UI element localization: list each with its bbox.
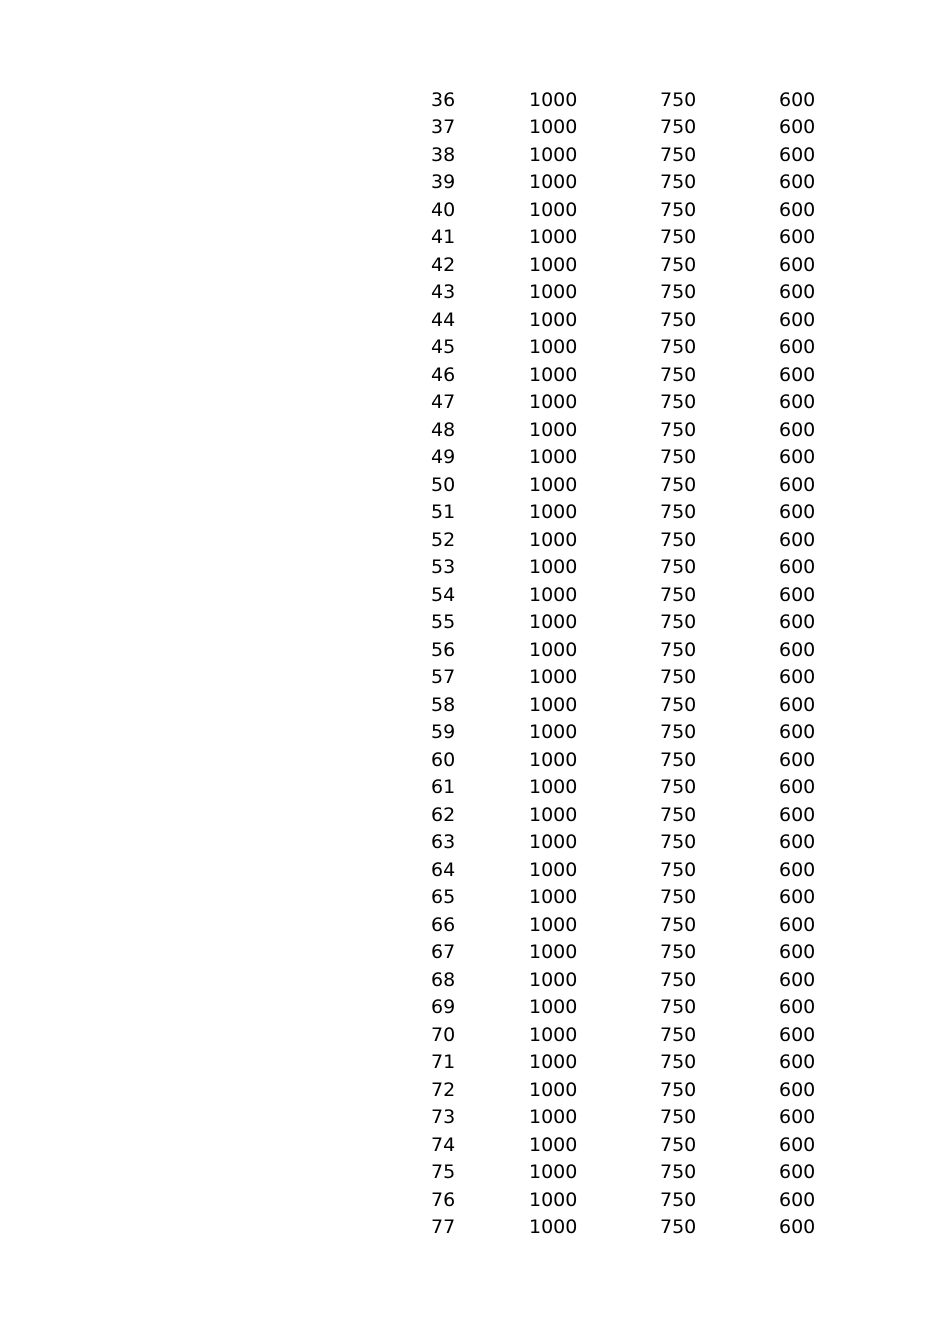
row-number-cell: 77 — [431, 1216, 456, 1238]
value-cell-2: 750 — [660, 253, 697, 276]
value-cell-3: 600 — [779, 941, 816, 963]
row-number-cell: 54 — [431, 583, 456, 606]
table-row — [0, 472, 950, 500]
row-number-cell: 58 — [431, 693, 456, 716]
value-cell-1: 1000 — [529, 143, 578, 166]
value-cell-2: 750 — [660, 748, 697, 771]
table-row — [0, 939, 950, 967]
row-number-cell: 63 — [431, 831, 456, 853]
value-cell-3: 600 — [779, 198, 816, 221]
value-cell-2: 750 — [660, 1023, 697, 1046]
table-row — [0, 1132, 950, 1160]
value-cell-3: 600 — [779, 968, 816, 991]
table-row — [0, 87, 950, 115]
value-cell-3: 600 — [779, 1051, 816, 1073]
value-cell-1: 1000 — [529, 803, 578, 826]
table-row — [0, 747, 950, 775]
value-cell-3: 600 — [779, 363, 816, 386]
value-cell-3: 600 — [779, 473, 816, 496]
value-cell-2: 750 — [660, 308, 697, 331]
value-cell-1: 1000 — [529, 858, 578, 881]
table-row — [0, 1049, 950, 1077]
row-number-cell: 55 — [431, 611, 456, 633]
table-row — [0, 114, 950, 142]
row-number-cell: 73 — [431, 1106, 456, 1128]
row-number-cell: 36 — [431, 88, 456, 111]
table-row — [0, 1022, 950, 1050]
value-cell-1: 1000 — [529, 1078, 578, 1101]
value-cell-2: 750 — [660, 281, 697, 303]
row-number-cell: 71 — [431, 1051, 456, 1073]
value-cell-1: 1000 — [529, 363, 578, 386]
table-row — [0, 499, 950, 527]
value-cell-3: 600 — [779, 226, 816, 248]
row-number-cell: 67 — [431, 941, 456, 963]
value-cell-1: 1000 — [529, 748, 578, 771]
row-number-cell: 50 — [431, 473, 456, 496]
table-row — [0, 417, 950, 445]
value-cell-2: 750 — [660, 1051, 697, 1073]
table-row — [0, 224, 950, 252]
row-number-cell: 52 — [431, 528, 456, 551]
value-cell-3: 600 — [779, 143, 816, 166]
value-cell-1: 1000 — [529, 556, 578, 578]
value-cell-1: 1000 — [529, 611, 578, 633]
value-cell-3: 600 — [779, 721, 816, 743]
table-row — [0, 692, 950, 720]
value-cell-2: 750 — [660, 556, 697, 578]
value-cell-1: 1000 — [529, 1051, 578, 1073]
value-cell-3: 600 — [779, 446, 816, 468]
row-number-cell: 59 — [431, 721, 456, 743]
value-cell-1: 1000 — [529, 226, 578, 248]
value-cell-1: 1000 — [529, 1188, 578, 1211]
value-cell-1: 1000 — [529, 501, 578, 523]
value-cell-3: 600 — [779, 281, 816, 303]
row-number-cell: 70 — [431, 1023, 456, 1046]
value-cell-3: 600 — [779, 1216, 816, 1238]
value-cell-3: 600 — [779, 748, 816, 771]
value-cell-2: 750 — [660, 776, 697, 798]
row-number-cell: 39 — [431, 171, 456, 193]
table-row — [0, 444, 950, 472]
value-cell-1: 1000 — [529, 886, 578, 908]
value-cell-3: 600 — [779, 336, 816, 358]
value-cell-3: 600 — [779, 858, 816, 881]
value-cell-1: 1000 — [529, 418, 578, 441]
value-cell-3: 600 — [779, 1161, 816, 1183]
table-row — [0, 554, 950, 582]
value-cell-2: 750 — [660, 886, 697, 908]
row-number-cell: 76 — [431, 1188, 456, 1211]
row-number-cell: 61 — [431, 776, 456, 798]
row-number-cell: 56 — [431, 638, 456, 661]
row-number-cell: 65 — [431, 886, 456, 908]
value-cell-2: 750 — [660, 88, 697, 111]
value-cell-2: 750 — [660, 1216, 697, 1238]
table-row — [0, 527, 950, 555]
value-cell-1: 1000 — [529, 996, 578, 1018]
value-cell-1: 1000 — [529, 831, 578, 853]
value-cell-2: 750 — [660, 941, 697, 963]
value-cell-2: 750 — [660, 363, 697, 386]
value-cell-1: 1000 — [529, 776, 578, 798]
value-cell-2: 750 — [660, 501, 697, 523]
row-number-cell: 41 — [431, 226, 456, 248]
value-cell-3: 600 — [779, 803, 816, 826]
table-row — [0, 1214, 950, 1242]
table-row — [0, 1104, 950, 1132]
table-row — [0, 169, 950, 197]
value-cell-2: 750 — [660, 638, 697, 661]
value-cell-1: 1000 — [529, 583, 578, 606]
value-cell-1: 1000 — [529, 198, 578, 221]
value-cell-3: 600 — [779, 501, 816, 523]
value-cell-2: 750 — [660, 913, 697, 936]
value-cell-3: 600 — [779, 1078, 816, 1101]
value-cell-1: 1000 — [529, 1106, 578, 1128]
value-cell-3: 600 — [779, 556, 816, 578]
value-cell-1: 1000 — [529, 666, 578, 688]
value-cell-2: 750 — [660, 996, 697, 1018]
value-cell-3: 600 — [779, 666, 816, 688]
value-cell-1: 1000 — [529, 446, 578, 468]
value-cell-3: 600 — [779, 583, 816, 606]
value-cell-1: 1000 — [529, 638, 578, 661]
table-row — [0, 279, 950, 307]
value-cell-3: 600 — [779, 996, 816, 1018]
table-row — [0, 389, 950, 417]
table-row — [0, 1159, 950, 1187]
table-row — [0, 994, 950, 1022]
value-cell-2: 750 — [660, 473, 697, 496]
row-number-cell: 68 — [431, 968, 456, 991]
value-cell-1: 1000 — [529, 1161, 578, 1183]
row-number-cell: 44 — [431, 308, 456, 331]
value-cell-2: 750 — [660, 1078, 697, 1101]
value-cell-2: 750 — [660, 611, 697, 633]
row-number-cell: 48 — [431, 418, 456, 441]
table-row — [0, 252, 950, 280]
value-cell-2: 750 — [660, 528, 697, 551]
value-cell-1: 1000 — [529, 528, 578, 551]
row-number-cell: 75 — [431, 1161, 456, 1183]
value-cell-1: 1000 — [529, 1133, 578, 1156]
value-cell-2: 750 — [660, 693, 697, 716]
table-row — [0, 884, 950, 912]
table-row — [0, 334, 950, 362]
value-cell-2: 750 — [660, 968, 697, 991]
value-cell-3: 600 — [779, 1188, 816, 1211]
value-cell-1: 1000 — [529, 391, 578, 413]
value-cell-1: 1000 — [529, 693, 578, 716]
row-number-cell: 47 — [431, 391, 456, 413]
value-cell-2: 750 — [660, 1106, 697, 1128]
value-cell-2: 750 — [660, 226, 697, 248]
value-cell-3: 600 — [779, 418, 816, 441]
row-number-cell: 40 — [431, 198, 456, 221]
row-number-cell: 42 — [431, 253, 456, 276]
value-cell-3: 600 — [779, 886, 816, 908]
table-row — [0, 609, 950, 637]
value-cell-1: 1000 — [529, 968, 578, 991]
value-cell-2: 750 — [660, 171, 697, 193]
value-cell-3: 600 — [779, 391, 816, 413]
row-number-cell: 45 — [431, 336, 456, 358]
row-number-cell: 66 — [431, 913, 456, 936]
value-cell-3: 600 — [779, 776, 816, 798]
table-row — [0, 582, 950, 610]
value-cell-2: 750 — [660, 336, 697, 358]
value-cell-1: 1000 — [529, 171, 578, 193]
value-cell-2: 750 — [660, 116, 697, 138]
row-number-cell: 60 — [431, 748, 456, 771]
value-cell-2: 750 — [660, 1188, 697, 1211]
row-number-cell: 49 — [431, 446, 456, 468]
value-cell-3: 600 — [779, 638, 816, 661]
value-cell-2: 750 — [660, 583, 697, 606]
value-cell-3: 600 — [779, 116, 816, 138]
row-number-cell: 46 — [431, 363, 456, 386]
data-table — [0, 87, 950, 1242]
value-cell-1: 1000 — [529, 1216, 578, 1238]
row-number-cell: 74 — [431, 1133, 456, 1156]
table-row — [0, 802, 950, 830]
row-number-cell: 69 — [431, 996, 456, 1018]
value-cell-2: 750 — [660, 1133, 697, 1156]
value-cell-3: 600 — [779, 831, 816, 853]
value-cell-3: 600 — [779, 528, 816, 551]
value-cell-2: 750 — [660, 721, 697, 743]
value-cell-1: 1000 — [529, 308, 578, 331]
table-row — [0, 362, 950, 390]
value-cell-3: 600 — [779, 253, 816, 276]
value-cell-3: 600 — [779, 1133, 816, 1156]
value-cell-1: 1000 — [529, 116, 578, 138]
table-row — [0, 1187, 950, 1215]
value-cell-2: 750 — [660, 858, 697, 881]
row-number-cell: 57 — [431, 666, 456, 688]
value-cell-1: 1000 — [529, 473, 578, 496]
row-number-cell: 53 — [431, 556, 456, 578]
row-number-cell: 72 — [431, 1078, 456, 1101]
table-row — [0, 719, 950, 747]
value-cell-1: 1000 — [529, 88, 578, 111]
value-cell-2: 750 — [660, 831, 697, 853]
value-cell-3: 600 — [779, 88, 816, 111]
value-cell-2: 750 — [660, 198, 697, 221]
value-cell-3: 600 — [779, 913, 816, 936]
value-cell-3: 600 — [779, 693, 816, 716]
value-cell-2: 750 — [660, 1161, 697, 1183]
value-cell-1: 1000 — [529, 941, 578, 963]
table-row — [0, 197, 950, 225]
table-row — [0, 142, 950, 170]
row-number-cell: 38 — [431, 143, 456, 166]
value-cell-1: 1000 — [529, 1023, 578, 1046]
value-cell-3: 600 — [779, 611, 816, 633]
value-cell-1: 1000 — [529, 336, 578, 358]
table-row — [0, 307, 950, 335]
table-row — [0, 637, 950, 665]
value-cell-1: 1000 — [529, 913, 578, 936]
value-cell-1: 1000 — [529, 281, 578, 303]
row-number-cell: 37 — [431, 116, 456, 138]
value-cell-2: 750 — [660, 803, 697, 826]
table-row — [0, 1077, 950, 1105]
row-number-cell: 51 — [431, 501, 456, 523]
value-cell-1: 1000 — [529, 253, 578, 276]
table-row — [0, 912, 950, 940]
value-cell-1: 1000 — [529, 721, 578, 743]
value-cell-2: 750 — [660, 391, 697, 413]
row-number-cell: 62 — [431, 803, 456, 826]
value-cell-2: 750 — [660, 666, 697, 688]
value-cell-3: 600 — [779, 1023, 816, 1046]
value-cell-2: 750 — [660, 418, 697, 441]
value-cell-2: 750 — [660, 446, 697, 468]
table-row — [0, 857, 950, 885]
row-number-cell: 43 — [431, 281, 456, 303]
row-number-cell: 64 — [431, 858, 456, 881]
value-cell-3: 600 — [779, 171, 816, 193]
value-cell-2: 750 — [660, 143, 697, 166]
value-cell-3: 600 — [779, 1106, 816, 1128]
table-row — [0, 664, 950, 692]
value-cell-3: 600 — [779, 308, 816, 331]
table-row — [0, 774, 950, 802]
table-row — [0, 829, 950, 857]
table-row — [0, 967, 950, 995]
